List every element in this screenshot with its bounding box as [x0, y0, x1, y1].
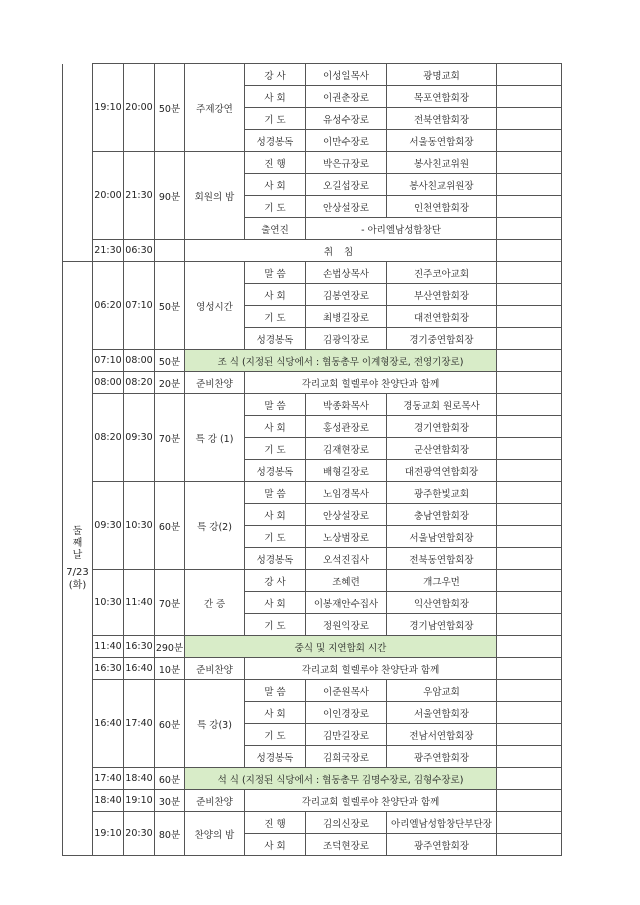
end-time: 08:20	[124, 372, 155, 394]
duration: 20분	[155, 372, 185, 394]
person-affiliation: 경기연합회장	[387, 416, 497, 438]
spacer-cell	[497, 130, 562, 152]
person-name: 이성일목사	[306, 64, 387, 86]
end-time: 16:30	[124, 636, 155, 658]
role-label: 사 회	[245, 416, 306, 438]
program-row	[63, 680, 562, 702]
person-name: 오석진집사	[306, 548, 387, 570]
person-affiliation: 대전광역연합회장	[387, 460, 497, 482]
role-label: 진 행	[245, 812, 306, 834]
session-title: 특 강 (1)	[185, 394, 245, 482]
person-name: 노임경목사	[306, 482, 387, 504]
schedule-table	[62, 63, 562, 856]
person-name: 이권춘장로	[306, 86, 387, 108]
session-title: 특 강(2)	[185, 482, 245, 570]
start-time: 19:10	[93, 64, 124, 152]
end-time: 20:30	[124, 812, 155, 856]
spacer-cell	[497, 526, 562, 548]
end-time: 07:10	[124, 262, 155, 350]
session-note: 각리교회 힐렐루야 찬양단과 함께	[245, 658, 497, 680]
person-name: 김만길장로	[306, 724, 387, 746]
spacer-cell	[497, 262, 562, 284]
session-note: 각리교회 힐렐루야 찬양단과 함께	[245, 790, 497, 812]
duration: 60분	[155, 482, 185, 570]
schedule-row	[63, 372, 562, 394]
end-time: 09:30	[124, 394, 155, 482]
person-affiliation: 목포연합회장	[387, 86, 497, 108]
spacer-cell	[497, 790, 562, 812]
spacer-cell	[497, 570, 562, 592]
spacer-cell	[497, 724, 562, 746]
start-time: 17:40	[93, 768, 124, 790]
spacer-cell	[497, 306, 562, 328]
person-name: - 아리엘남성합창단	[306, 218, 497, 240]
person-name: 김봉연장로	[306, 284, 387, 306]
spacer-cell	[497, 328, 562, 350]
end-time: 06:30	[124, 240, 155, 262]
end-time: 18:40	[124, 768, 155, 790]
person-affiliation: 인천연합회장	[387, 196, 497, 218]
duration: 60분	[155, 680, 185, 768]
role-label: 사 회	[245, 86, 306, 108]
spacer-cell	[497, 746, 562, 768]
person-name: 김의신장로	[306, 812, 387, 834]
role-label: 사 회	[245, 702, 306, 724]
person-name: 안상설장로	[306, 504, 387, 526]
spacer-cell	[497, 240, 562, 262]
spacer-cell	[497, 482, 562, 504]
start-time: 19:10	[93, 812, 124, 856]
role-label: 말 씀	[245, 394, 306, 416]
person-name: 이인경장로	[306, 702, 387, 724]
role-label: 진 행	[245, 152, 306, 174]
duration: 30분	[155, 790, 185, 812]
program-row	[63, 64, 562, 86]
spacer-cell	[497, 702, 562, 724]
person-name: 배형길장로	[306, 460, 387, 482]
person-affiliation: 진주코아교회	[387, 262, 497, 284]
schedule-row	[63, 768, 562, 790]
role-label: 출연진	[245, 218, 306, 240]
person-affiliation: 우암교회	[387, 680, 497, 702]
person-name: 유성수장로	[306, 108, 387, 130]
person-affiliation: 봉사친교위원	[387, 152, 497, 174]
spacer-cell	[497, 592, 562, 614]
spacer-cell	[497, 658, 562, 680]
spacer-cell	[497, 548, 562, 570]
spacer-cell	[497, 416, 562, 438]
role-label: 기 도	[245, 108, 306, 130]
person-affiliation: 부산연합회장	[387, 284, 497, 306]
end-time: 17:40	[124, 680, 155, 768]
person-name: 홍성관장로	[306, 416, 387, 438]
person-affiliation: 경동교회 원로목사	[387, 394, 497, 416]
role-label: 강 사	[245, 570, 306, 592]
start-time: 07:10	[93, 350, 124, 372]
role-label: 기 도	[245, 196, 306, 218]
schedule-row	[63, 240, 562, 262]
day-weekday: (화)	[68, 579, 87, 591]
schedule-row	[63, 790, 562, 812]
start-time: 08:20	[93, 394, 124, 482]
program-row	[63, 570, 562, 592]
person-name: 손법상목사	[306, 262, 387, 284]
role-label: 기 도	[245, 438, 306, 460]
spacer-cell	[497, 108, 562, 130]
spacer-cell	[497, 636, 562, 658]
role-label: 사 회	[245, 174, 306, 196]
session-title: 준비찬양	[185, 790, 245, 812]
person-affiliation: 광명교회	[387, 64, 497, 86]
spacer-cell	[497, 680, 562, 702]
duration: 10분	[155, 658, 185, 680]
person-affiliation: 광주연합회장	[387, 746, 497, 768]
duration: 50분	[155, 350, 185, 372]
person-affiliation: 전북연합회장	[387, 108, 497, 130]
person-name: 이만수장로	[306, 130, 387, 152]
spacer-cell	[497, 86, 562, 108]
spacer-cell	[497, 218, 562, 240]
session-title: 영성시간	[185, 262, 245, 350]
person-affiliation: 개그우먼	[387, 570, 497, 592]
duration: 60분	[155, 768, 185, 790]
start-time: 21:30	[93, 240, 124, 262]
session-note: 석 식 (지정된 식당에서 : 협동총무 김명수장로, 김형수장로)	[185, 768, 497, 790]
session-title: 준비찬양	[185, 372, 245, 394]
session-note: 각리교회 힐렐루야 찬양단과 함께	[245, 372, 497, 394]
role-label: 성경봉독	[245, 328, 306, 350]
person-name: 정원익장로	[306, 614, 387, 636]
spacer-cell	[497, 438, 562, 460]
start-time: 09:30	[93, 482, 124, 570]
spacer-cell	[497, 372, 562, 394]
session-title: 찬양의 밤	[185, 812, 245, 856]
day-label: 둘째날	[72, 525, 83, 561]
role-label: 기 도	[245, 724, 306, 746]
person-name: 이봉재안수집사	[306, 592, 387, 614]
person-affiliation: 대전연합회장	[387, 306, 497, 328]
person-name: 김희국장로	[306, 746, 387, 768]
person-name: 김광익장로	[306, 328, 387, 350]
person-affiliation: 익산연합회장	[387, 592, 497, 614]
session-title: 특 강(3)	[185, 680, 245, 768]
program-row	[63, 152, 562, 174]
person-name: 박종화목사	[306, 394, 387, 416]
spacer-cell	[497, 614, 562, 636]
role-label: 기 도	[245, 306, 306, 328]
spacer-cell	[497, 834, 562, 856]
person-affiliation: 군산연합회장	[387, 438, 497, 460]
start-time: 16:30	[93, 658, 124, 680]
person-affiliation: 아리엘남성합창단부단장	[387, 812, 497, 834]
role-label: 말 씀	[245, 482, 306, 504]
spacer-cell	[497, 152, 562, 174]
start-time: 16:40	[93, 680, 124, 768]
person-name: 김재현장로	[306, 438, 387, 460]
schedule-row	[63, 350, 562, 372]
person-affiliation: 광주한빛교회	[387, 482, 497, 504]
duration: 70분	[155, 570, 185, 636]
program-row	[63, 482, 562, 504]
prev-day-cell	[63, 64, 93, 262]
person-affiliation: 전북동연합회장	[387, 548, 497, 570]
spacer-cell	[497, 196, 562, 218]
session-title: 간 증	[185, 570, 245, 636]
schedule-sheet	[62, 63, 562, 856]
person-name: 오길섭장로	[306, 174, 387, 196]
spacer-cell	[497, 812, 562, 834]
role-label: 강 사	[245, 64, 306, 86]
spacer-cell	[497, 350, 562, 372]
end-time: 11:40	[124, 570, 155, 636]
person-name: 박은규장로	[306, 152, 387, 174]
person-affiliation: 광주연합회장	[387, 834, 497, 856]
start-time: 08:00	[93, 372, 124, 394]
start-time: 11:40	[93, 636, 124, 658]
role-label: 성경봉독	[245, 460, 306, 482]
program-row	[63, 394, 562, 416]
spacer-cell	[497, 64, 562, 86]
role-label: 성경봉독	[245, 548, 306, 570]
person-name: 안상설장로	[306, 196, 387, 218]
duration: 50분	[155, 262, 185, 350]
session-title: 준비찬양	[185, 658, 245, 680]
role-label: 사 회	[245, 504, 306, 526]
role-label: 말 씀	[245, 680, 306, 702]
end-time: 20:00	[124, 64, 155, 152]
person-affiliation: 경기남연합회장	[387, 614, 497, 636]
duration	[155, 240, 185, 262]
person-name: 이준원목사	[306, 680, 387, 702]
day-date: 7/23	[66, 566, 89, 578]
person-name: 노상범장로	[306, 526, 387, 548]
end-time: 19:10	[124, 790, 155, 812]
role-label: 성경봉독	[245, 130, 306, 152]
person-name: 최병길장로	[306, 306, 387, 328]
day-cell	[63, 262, 93, 856]
start-time: 20:00	[93, 152, 124, 240]
duration: 90분	[155, 152, 185, 240]
program-row	[63, 262, 562, 284]
end-time: 16:40	[124, 658, 155, 680]
schedule-row	[63, 658, 562, 680]
session-title: 주제강연	[185, 64, 245, 152]
schedule-row	[63, 636, 562, 658]
person-name: 조혜련	[306, 570, 387, 592]
role-label: 성경봉독	[245, 746, 306, 768]
spacer-cell	[497, 284, 562, 306]
person-affiliation: 충남연합회장	[387, 504, 497, 526]
person-affiliation: 서울남연합회장	[387, 526, 497, 548]
person-affiliation: 전남서연합회장	[387, 724, 497, 746]
program-row	[63, 812, 562, 834]
session-note: 중식 및 지연합회 시간	[185, 636, 497, 658]
role-label: 기 도	[245, 614, 306, 636]
role-label: 사 회	[245, 592, 306, 614]
person-affiliation: 경기중연합회장	[387, 328, 497, 350]
person-affiliation: 서울연합회장	[387, 702, 497, 724]
end-time: 21:30	[124, 152, 155, 240]
spacer-cell	[497, 460, 562, 482]
start-time: 06:20	[93, 262, 124, 350]
role-label: 사 회	[245, 834, 306, 856]
role-label: 사 회	[245, 284, 306, 306]
session-title: 회원의 밤	[185, 152, 245, 240]
person-name: 조덕현장로	[306, 834, 387, 856]
end-time: 08:00	[124, 350, 155, 372]
session-note: 취 침	[185, 240, 497, 262]
spacer-cell	[497, 174, 562, 196]
end-time: 10:30	[124, 482, 155, 570]
duration: 50분	[155, 64, 185, 152]
spacer-cell	[497, 768, 562, 790]
duration: 80분	[155, 812, 185, 856]
role-label: 말 씀	[245, 262, 306, 284]
duration: 290분	[155, 636, 185, 658]
start-time: 18:40	[93, 790, 124, 812]
duration: 70분	[155, 394, 185, 482]
spacer-cell	[497, 504, 562, 526]
person-affiliation: 봉사친교위원장	[387, 174, 497, 196]
start-time: 10:30	[93, 570, 124, 636]
session-note: 조 식 (지정된 식당에서 : 협동총무 이계형장로, 전영기장로)	[185, 350, 497, 372]
role-label: 기 도	[245, 526, 306, 548]
spacer-cell	[497, 394, 562, 416]
person-affiliation: 서울동연합회장	[387, 130, 497, 152]
